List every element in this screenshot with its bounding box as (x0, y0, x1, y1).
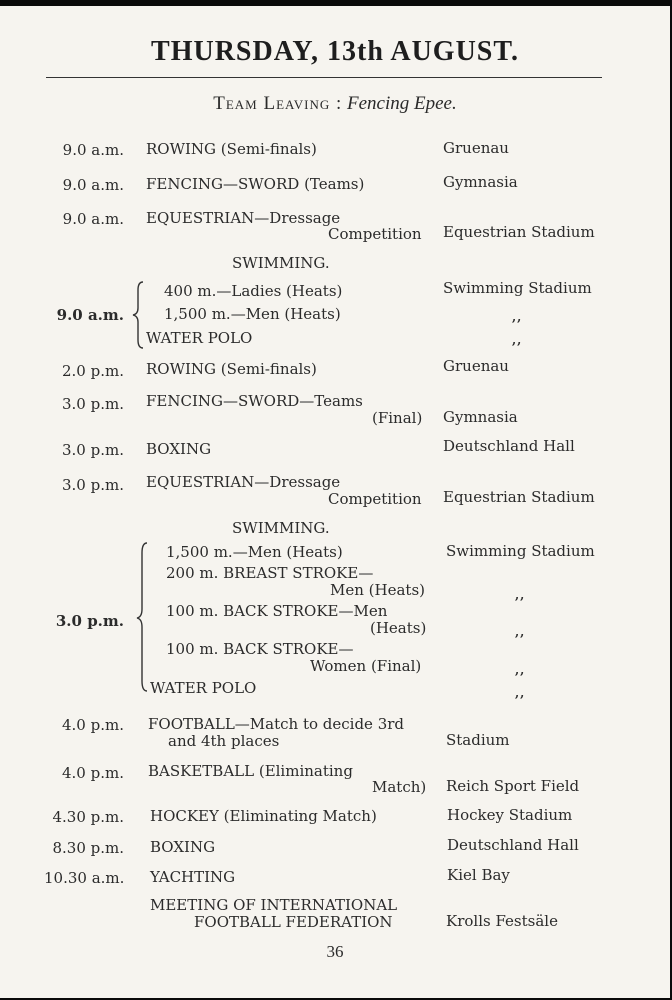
row-event: 100 m. BACK STROKE—Men (166, 602, 388, 620)
row-venue: Gruenau (443, 357, 509, 375)
row-event: 1,500 m.—Men (Heats) (164, 305, 341, 323)
row-event: FENCING—SWORD (Teams) (146, 175, 365, 193)
row-venue: Deutschland Hall (443, 437, 575, 455)
row-venue: Kiel Bay (447, 866, 510, 884)
program-page (0, 6, 670, 998)
row-event: FOOTBALL—Match to decide 3rd (148, 715, 405, 733)
row-event: WATER POLO (150, 679, 257, 697)
row-time: 3.0 p.m. (62, 476, 124, 494)
row-event: 100 m. BACK STROKE— (166, 640, 354, 658)
row-time: 9.0 a.m. (62, 141, 124, 159)
ditto-mark: ,, (512, 333, 523, 347)
row-time: 9.0 a.m. (56, 306, 124, 324)
row-event: BOXING (146, 440, 212, 458)
ditto-mark: ,, (515, 625, 526, 639)
row-time: 4.0 p.m. (62, 716, 124, 734)
section-heading-swimming: SWIMMING. (232, 519, 330, 537)
row-event: BASKETBALL (Eliminating (148, 762, 353, 780)
row-venue: Gymnasia (443, 173, 518, 191)
ditto-mark: ,, (515, 686, 526, 700)
row-event-continued: Women (Final) (310, 657, 422, 675)
row-event-continued: (Heats) (370, 619, 427, 637)
row-event: 400 m.—Ladies (Heats) (164, 282, 343, 300)
row-event-continued: (Final) (372, 409, 423, 427)
left-brace (134, 541, 150, 693)
row-venue: Swimming Stadium (443, 279, 592, 297)
row-venue: Hockey Stadium (447, 806, 573, 824)
row-event-continued: Competition (328, 490, 422, 508)
row-event: 200 m. BREAST STROKE— (166, 564, 374, 582)
section-heading-swimming: SWIMMING. (232, 254, 330, 272)
team-leaving-label: Team Leaving : (213, 93, 343, 114)
row-venue: Equestrian Stadium (443, 223, 595, 241)
row-event-continued: FOOTBALL FEDERATION (194, 913, 393, 931)
row-venue: Swimming Stadium (446, 542, 595, 560)
row-event: 1,500 m.—Men (Heats) (166, 543, 343, 561)
page-title: THURSDAY, 13th AUGUST. (151, 36, 519, 67)
row-event: EQUESTRIAN—Dressage (146, 209, 341, 227)
row-event: HOCKEY (Eliminating Match) (150, 807, 377, 825)
row-event-continued: Competition (328, 225, 422, 243)
row-venue: Gymnasia (443, 408, 518, 426)
team-leaving-line (0, 93, 670, 115)
row-event: FENCING—SWORD—Teams (146, 392, 363, 410)
row-event: EQUESTRIAN—Dressage (146, 473, 341, 491)
row-venue: Reich Sport Field (446, 777, 580, 795)
row-venue: Deutschland Hall (447, 836, 579, 854)
row-time: 3.0 p.m. (62, 441, 124, 459)
row-event: YACHTING (150, 868, 236, 886)
row-event-continued: Men (Heats) (330, 581, 425, 599)
title-rule (46, 77, 602, 78)
page-number: 36 (326, 942, 344, 961)
row-event-continued: Match) (372, 778, 427, 796)
row-event: BOXING (150, 838, 216, 856)
row-time: 4.0 p.m. (62, 764, 124, 782)
row-event-continued: and 4th places (168, 732, 280, 750)
row-time: 10.30 a.m. (44, 869, 125, 887)
row-venue: Stadium (446, 731, 510, 749)
row-time: 8.30 p.m. (52, 839, 124, 857)
left-brace (130, 280, 146, 350)
team-leaving-value: Fencing Epee. (347, 93, 457, 114)
row-time: 3.0 p.m. (55, 612, 124, 630)
ditto-mark: ,, (515, 588, 526, 602)
row-time: 9.0 a.m. (62, 176, 124, 194)
row-event: WATER POLO (146, 329, 253, 347)
ditto-mark: ,, (515, 663, 526, 677)
row-event: ROWING (Semi-finals) (146, 140, 317, 158)
row-time: 9.0 a.m. (62, 210, 124, 228)
row-venue: Krolls Festsäle (446, 912, 558, 930)
row-time: 3.0 p.m. (62, 395, 124, 413)
row-time: 4.30 p.m. (52, 808, 124, 826)
row-event: ROWING (Semi-finals) (146, 360, 317, 378)
row-time: 2.0 p.m. (62, 362, 124, 380)
row-venue: Gruenau (443, 139, 509, 157)
ditto-mark: ,, (512, 310, 523, 324)
row-venue: Equestrian Stadium (443, 488, 595, 506)
row-event: MEETING OF INTERNATIONAL (150, 896, 398, 914)
